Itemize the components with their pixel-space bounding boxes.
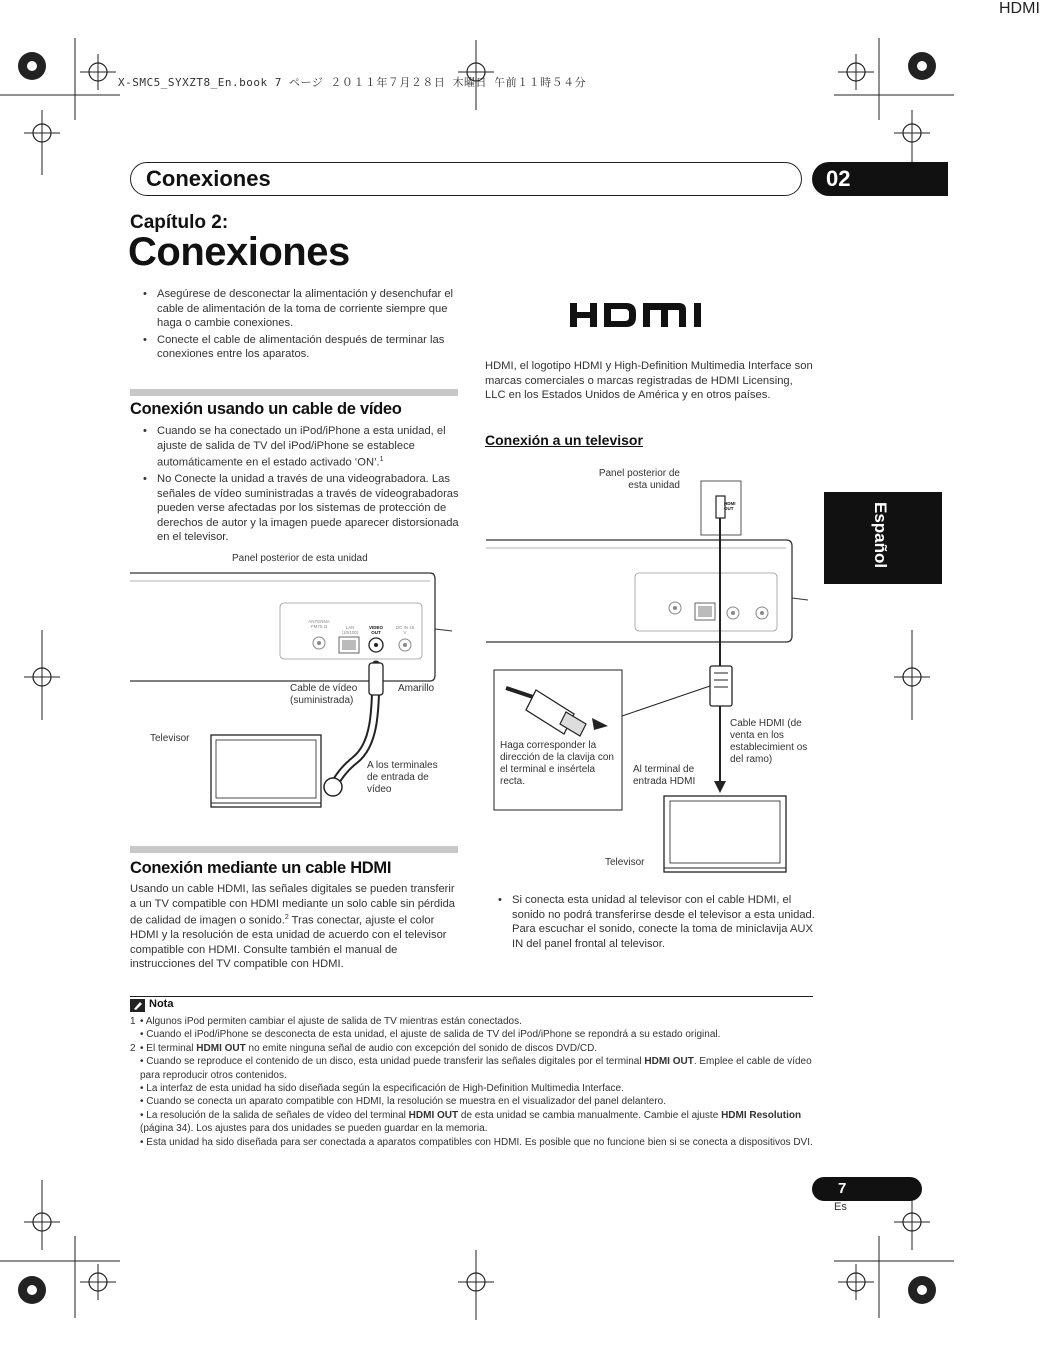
nota-item (130, 1015, 814, 1028)
nota-text: • Cuando se reproduce el contenido de un disco, esta unidad puede transferir las señales digitales por el terminal HDMI OUT. Emplee el cable de vídeo para reproducir otros contenidos. (140, 1056, 812, 1081)
nota-item (130, 1136, 814, 1149)
language-side-tab: Español (824, 492, 942, 584)
nota-number (130, 1082, 140, 1095)
nota-item (130, 1109, 814, 1136)
hdmi-out-label: HDMI OUT (724, 501, 736, 511)
nota-item (130, 1042, 814, 1055)
hdmi-section-body: Usando un cable HDMI, las señales digitales se pueden transferir a un TV compatible con HDMI mediante un solo cable sin pérdida de calidad de imagen o sonido.$^2$ Tras conectar, ajuste el color HDMI y la resolución de esta unidad de acuerdo con el televisor compatible con HDMI. Consulte también el manual de instrucciones del TV compatible con HDMI. (130, 883, 456, 971)
tv-section-title: Conexión a un televisor (485, 432, 643, 448)
section-divider (130, 389, 458, 396)
nota-number (130, 1095, 140, 1108)
nota-text: • Algunos iPod permiten cambiar el ajuste de salida de TV mientras están conectados. (140, 1016, 522, 1027)
port-dc-in-label: DC IN 16 V (395, 625, 415, 635)
nota-number (130, 1109, 140, 1136)
nota-divider (130, 996, 813, 997)
video-bullets (141, 424, 459, 547)
port-video-out-label: VIDEO OUT (368, 625, 383, 635)
hdmi-section-title: Conexión mediante un cable HDMI (130, 859, 392, 877)
chapter-label: Capítulo 2: (130, 212, 229, 233)
nota-text: • Cuando se conecta un aparato compatible con HDMI, la resolución se muestra en el visualizador del panel delantero. (140, 1096, 667, 1108)
hdmi-connection-diagram (486, 478, 816, 878)
list-item: • Cuando se ha conectado un iPod/iPhone a esta unidad, el ajuste de salida de TV del iPod/iPhone se establece automáticamente en el estado activado ‘ON’.$^1$ (141, 424, 459, 470)
rear-panel-label: Panel posterior de esta unidad (232, 553, 368, 564)
nota-number (130, 1055, 140, 1082)
header-title: Conexiones (146, 166, 271, 191)
tv-label: Televisor (605, 857, 645, 868)
page-language: Es (834, 1201, 847, 1213)
hdmi-logo (566, 300, 726, 332)
nota-number (130, 1136, 140, 1149)
nota-title: Nota (149, 998, 174, 1010)
list-item: • Asegúrese de desconectar la alimentación y desenchufar el cable de alimentación de la toma de corriente siempre que haga o cambie conexiones. (141, 287, 456, 331)
nota-text: • Esta unidad ha sido diseñada para ser conectada a aparatos compatibles con HDMI. Es posible que no funcione bien si se conecta a dispositivos DVI. (140, 1136, 813, 1148)
page-number: 7 (812, 1177, 922, 1201)
nota-item (130, 1055, 814, 1082)
hdmi-trademark: HDMI, el logotipo HDMI y High-Definition Multimedia Interface son marcas comerciales o marcas registradas de HDMI Licensing, LLC en los Estados Unidos de América y en otros países. (485, 360, 813, 401)
hdmi-logo-text: HDMI (999, 0, 1040, 17)
rear-panel-label: Panel posterior de esta unidad (598, 468, 680, 491)
print-header: X-SMC5_SYXZT8_En.book 7 ページ ２０１１年７月２８日 木曜日 午前１１時５４分 (118, 76, 587, 89)
video-cable-label: Cable de vídeo (suministrada) (290, 683, 358, 706)
nota-list (130, 1015, 814, 1149)
port-antenna-label: ANTENNA FM75 Ω (308, 619, 330, 629)
to-terminals-label: A los terminales de entrada de vídeo (367, 760, 438, 795)
nota-number: 1 (130, 1016, 136, 1027)
port-lan-label: LAN (10/100) (341, 625, 359, 635)
note-icon (130, 999, 145, 1012)
yellow-label: Amarillo (398, 683, 435, 694)
intro-bullets (141, 287, 456, 364)
nota-text: • La interfaz de esta unidad ha sido diseñada según la especificación de High-Definition Multimedia Interface. (140, 1083, 624, 1095)
page-title: Conexiones (128, 230, 350, 274)
video-section-title: Conexión usando un cable de vídeo (130, 400, 402, 418)
insert-note-label: Haga corresponder la dirección de la clavija con el terminal e insértela recta. (500, 740, 614, 787)
nota-number: 2 (130, 1042, 136, 1054)
tv-section-bullets (496, 893, 816, 953)
tv-label: Televisor (150, 733, 190, 744)
chapter-number-badge: 02 (812, 162, 948, 196)
hdmi-cable-label: Cable HDMI (de venta en los establecimient os del ramo) (730, 718, 808, 765)
nota-item (130, 1082, 814, 1095)
to-hdmi-input-label: Al terminal de entrada HDMI (633, 764, 696, 787)
nota-text: • Cuando el iPod/iPhone se desconecta de esta unidad, el ajuste de salida de TV del iPod/iPhone se repondrá a su estado original. (140, 1029, 721, 1041)
section-divider (130, 846, 458, 853)
list-item: • Si conecta esta unidad al televisor con el cable HDMI, el sonido no podrá transferirse desde el televisor a esta unidad. Para escuchar el sonido, conecte la toma de miniclavija AUX IN del panel frontal al televisor. (496, 893, 816, 951)
list-item: • Conecte el cable de alimentación después de terminar las conexiones entre los aparatos. (141, 333, 456, 362)
nota-number (130, 1028, 140, 1041)
nota-text: • El terminal HDMI OUT no emite ninguna señal de audio con excepción del sonido de discos DVD/CD. (140, 1042, 598, 1054)
nota-item (130, 1095, 814, 1108)
nota-text: • La resolución de la salida de señales de vídeo del terminal HDMI OUT de esta unidad se cambia manualmente. Cambie el ajuste HDMI Resolution (página 34). Los ajustes para dos unidades se pueden guardar en la memoria. (140, 1109, 802, 1135)
list-item: • No Conecte la unidad a través de una videograbadora. Las señales de vídeo suministradas a través de videograbadoras pueden verse afectadas por los sistemas de protección de derechos de autor y la imagen puede aparecer distorsionada en el televisor. (141, 472, 459, 545)
nota-item (130, 1028, 814, 1041)
